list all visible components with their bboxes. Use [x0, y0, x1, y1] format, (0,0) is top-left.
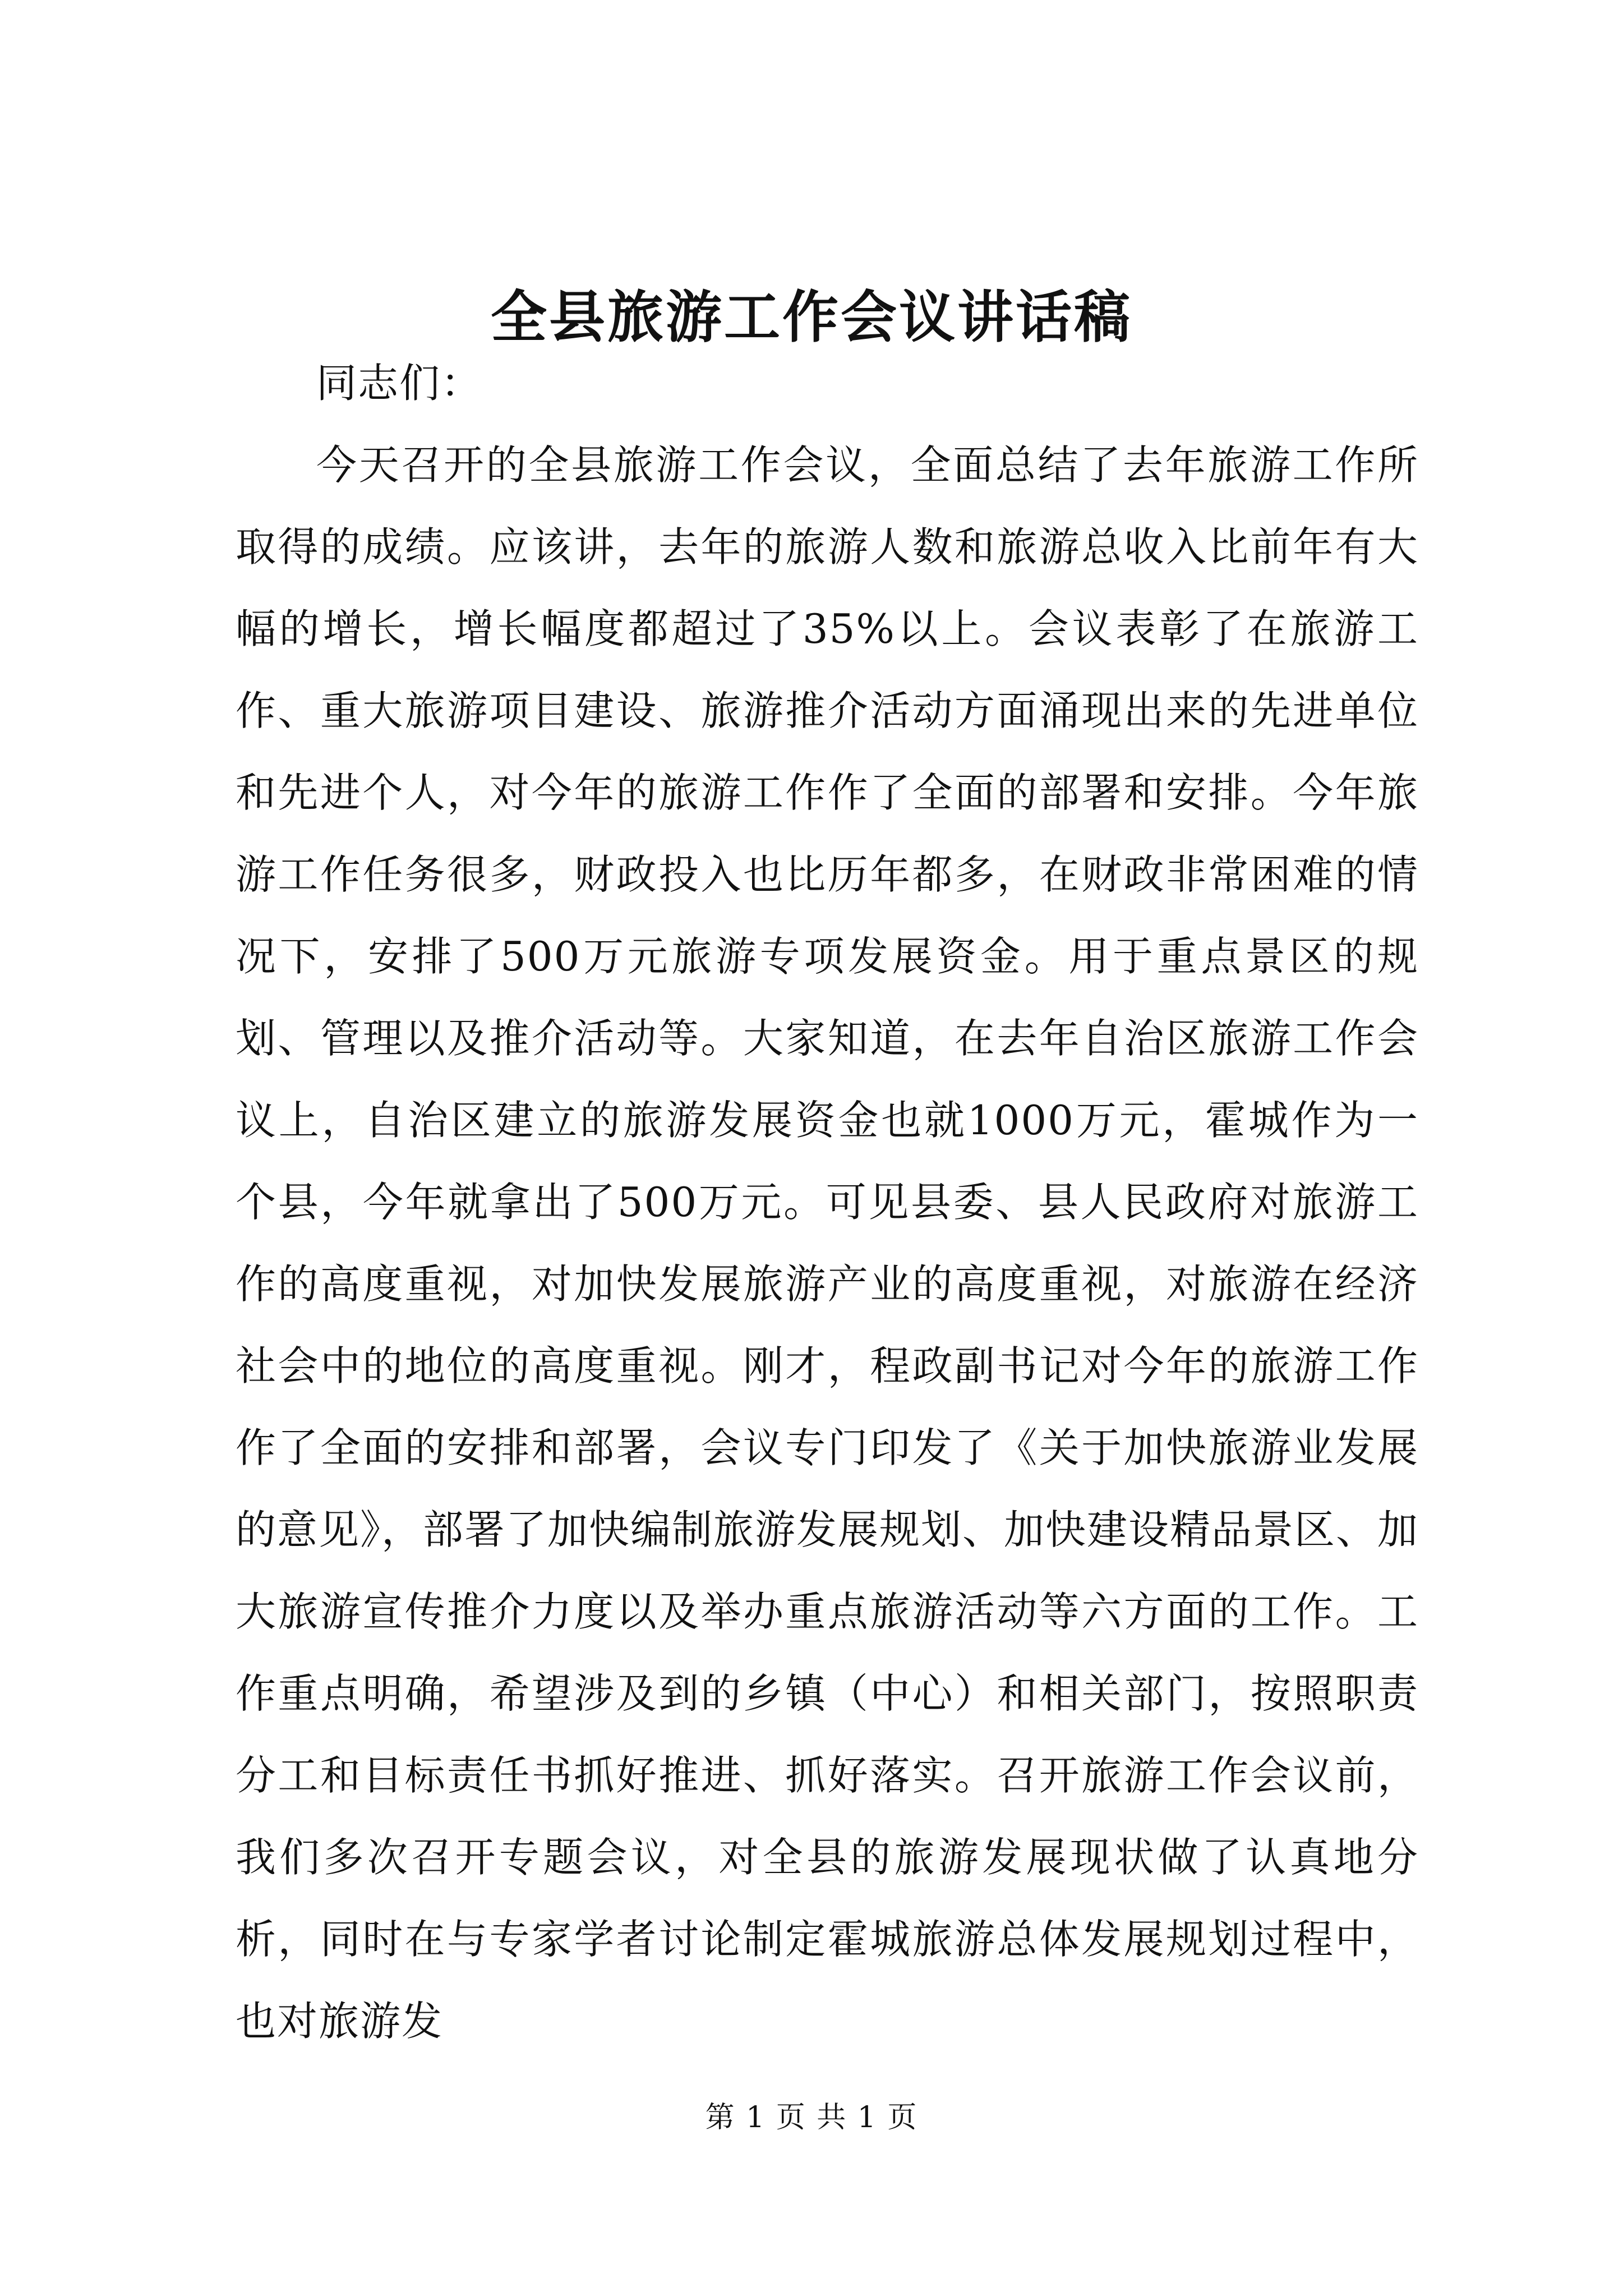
body-paragraph: 今天召开的全县旅游工作会议，全面总结了去年旅游工作所取得的成绩。应该讲，去年的旅游人数和旅游总收入比前年有大幅的增长，增长幅度都超过了35%以上。会议表彰了在旅游工作、重大旅游项目建设、旅游推介活动方面涌现出来的先进单位和先进个人，对今年的旅游工作作了全面的部署和安排。今年旅游工作任务很多，财政投入也比历年都多，在财政非常困难的情况下，安排了500万元旅游专项发展资金。用于重点景区的规划、管理以及推介活动等。大家知道，在去年自治区旅游工作会议上，自治区建立的旅游发展资金也就1000万元，霍城作为一个县，今年就拿出了500万元。可见县委、县人民政府对旅游工作的高度重视，对加快发展旅游产业的高度重视，对旅游在经济社会中的地位的高度重视。刚才，程政副书记对今年的旅游工作作了全面的安排和部署，会议专门印发了《关于加快旅游业发展的意见》，部署了加快编制旅游发展规划、加快建设精品景区、加大旅游宣传推介力度以及举办重点旅游活动等六方面的工作。工作重点明确，希望涉及到的乡镇（中心）和相关部门，按照职责分工和目标责任书抓好推进、抓好落实。召开旅游工作会议前，我们多次召开专题会议，对全县的旅游发展现状做了认真地分析，同时在与专家学者讨论制定霍城旅游总体发展规划过程中，也对旅游发 — [236, 441, 1419, 2045]
page-number-footer: 第 1 页 共 1 页 — [705, 2101, 918, 2134]
document-title: 全县旅游工作会议讲话稿 — [491, 284, 1132, 350]
salutation: 同志们： — [316, 360, 483, 407]
document-body — [236, 342, 1419, 2062]
